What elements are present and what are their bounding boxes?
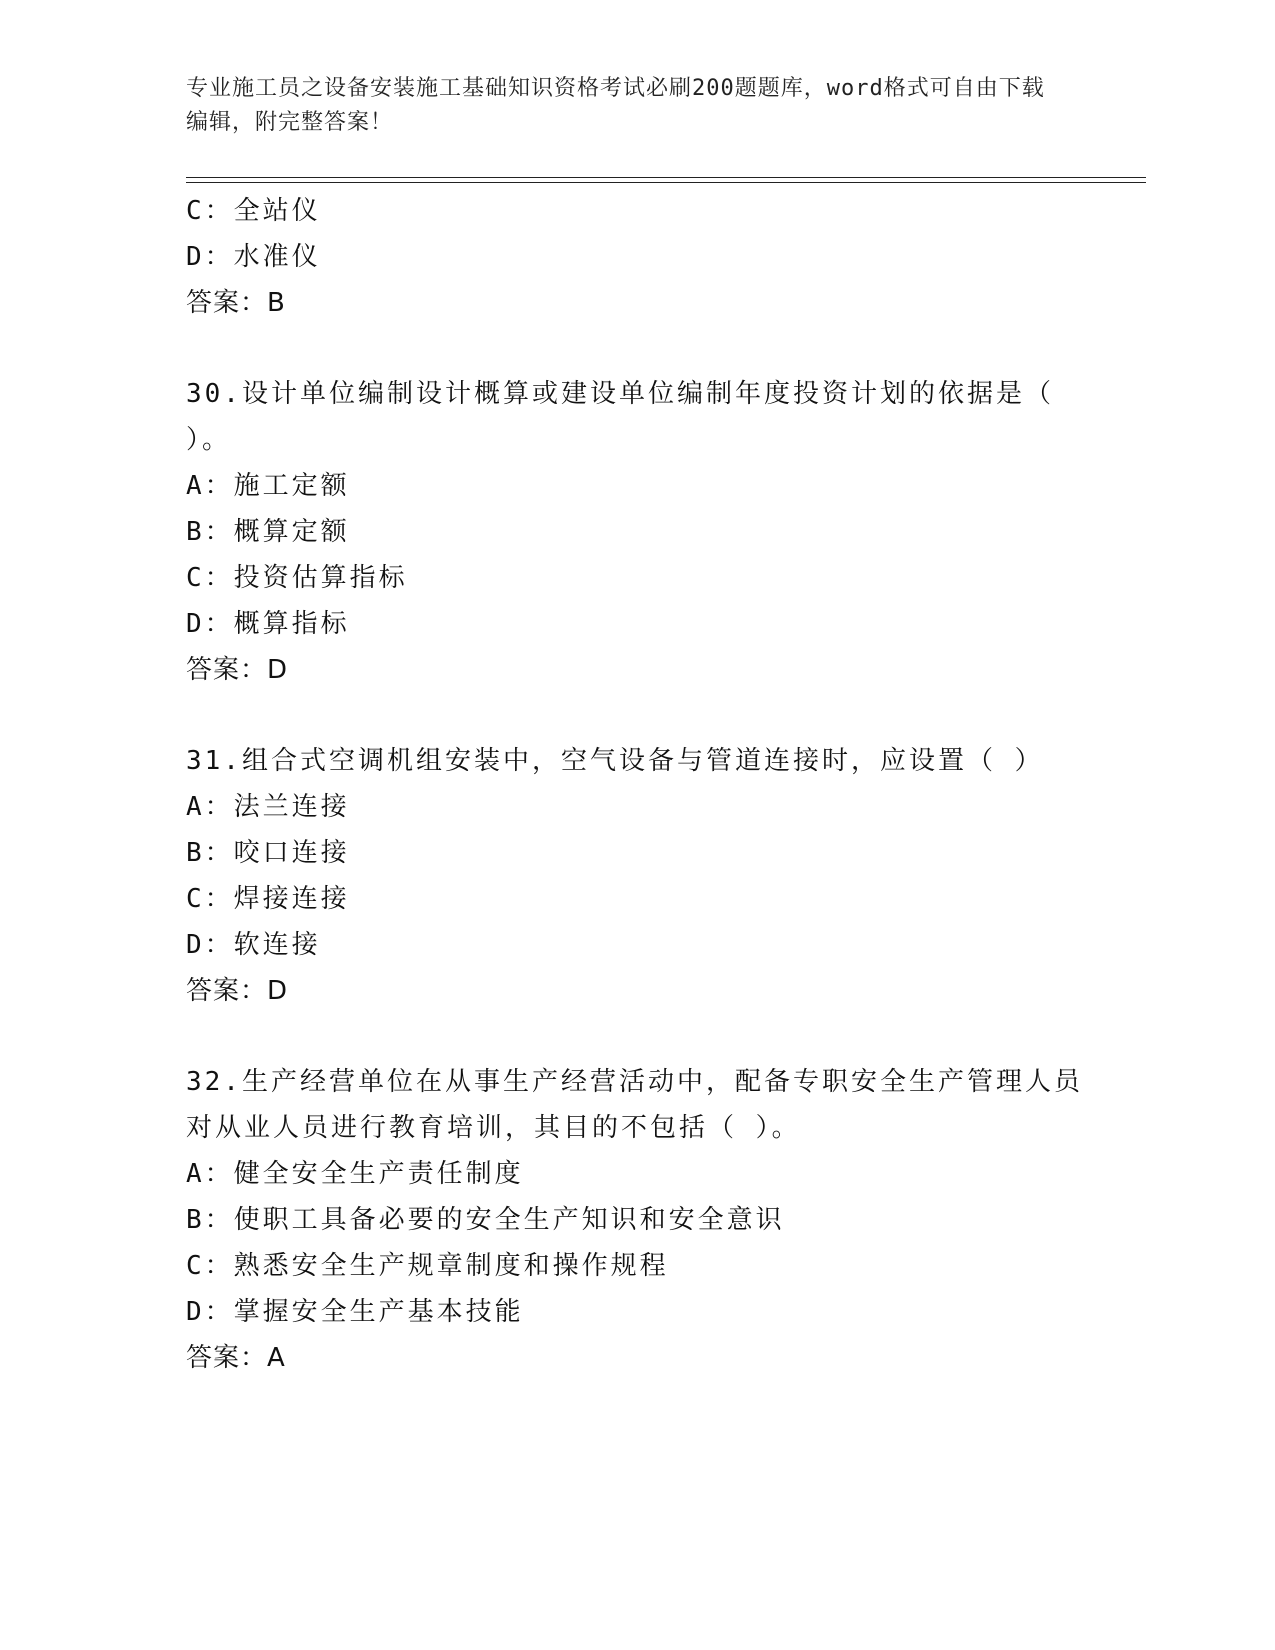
answer: 答案：D xyxy=(186,976,289,1006)
option-c: C：投资估算指标 xyxy=(186,563,408,593)
option-c: C：焊接连接 xyxy=(186,884,350,914)
option-b: B：咬口连接 xyxy=(186,838,350,868)
question-31 xyxy=(186,738,1086,1014)
option-a: A：施工定额 xyxy=(186,471,350,501)
header-divider-bottom xyxy=(186,182,1146,183)
document-body xyxy=(186,188,1086,1381)
spacer xyxy=(186,1014,1086,1059)
question-29-tail xyxy=(186,188,1086,326)
question-text-line-2: 对从业人员进行教育培训，其目的不包括（ ）。 xyxy=(186,1113,801,1143)
option-b: B：概算定额 xyxy=(186,517,350,547)
option-d: D：掌握安全生产基本技能 xyxy=(186,1297,524,1327)
option-d: D：水准仪 xyxy=(186,242,321,272)
option-a: A：健全安全生产责任制度 xyxy=(186,1159,524,1189)
option-a: A：法兰连接 xyxy=(186,792,350,822)
option-b: B：使职工具备必要的安全生产知识和安全意识 xyxy=(186,1205,785,1235)
question-30 xyxy=(186,371,1086,693)
option-d: D：软连接 xyxy=(186,930,321,960)
option-c: C：全站仪 xyxy=(186,196,321,226)
answer: 答案：B xyxy=(186,288,286,318)
question-32 xyxy=(186,1059,1086,1381)
header-divider-top xyxy=(186,177,1146,178)
answer: 答案：A xyxy=(186,1343,286,1373)
question-text-line-1: 32.生产经营单位在从事生产经营活动中，配备专职安全生产管理人员 xyxy=(186,1067,1083,1097)
question-text-line-1: 30.设计单位编制设计概算或建设单位编制年度投资计划的依据是（ xyxy=(186,379,1054,409)
option-c: C：熟悉安全生产规章制度和操作规程 xyxy=(186,1251,669,1281)
question-text-line-2: ）。 xyxy=(186,425,232,455)
option-d: D：概算指标 xyxy=(186,609,350,639)
spacer xyxy=(186,693,1086,738)
question-text-line-1: 31.组合式空调机组安装中，空气设备与管道连接时，应设置（ ） xyxy=(186,746,1044,776)
answer: 答案：D xyxy=(186,655,289,685)
document-header: 专业施工员之设备安装施工基础知识资格考试必刷200题题库，word格式可自由下载编辑，附完整答案！ xyxy=(186,76,1045,135)
spacer xyxy=(186,326,1086,371)
